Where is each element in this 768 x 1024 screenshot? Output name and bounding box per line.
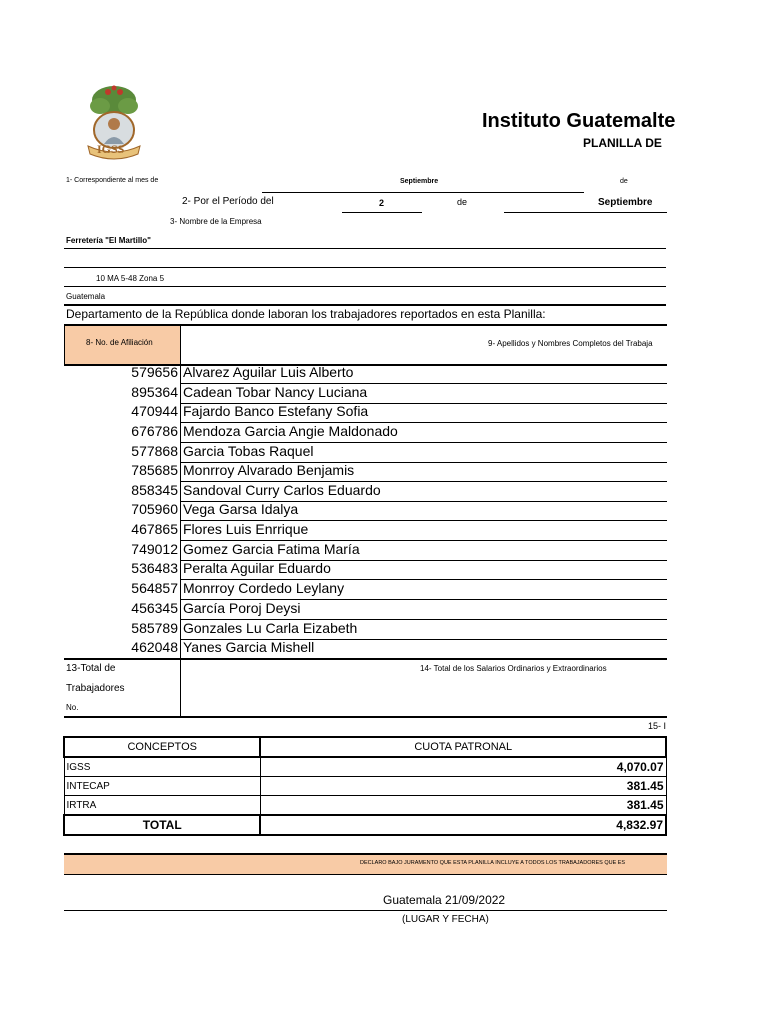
field2-month: Septiembre — [598, 197, 653, 208]
row-name: Gomez Garcia Fatima María — [183, 541, 360, 557]
row-num: 858345 — [131, 482, 178, 498]
field2-de: de — [457, 197, 468, 207]
rows-bottom-line — [64, 658, 667, 660]
row-num: 470944 — [131, 403, 178, 419]
total-label: TOTAL — [64, 815, 260, 835]
row-name: Flores Luis Enrrique — [183, 521, 309, 537]
row-num: 749012 — [131, 541, 178, 557]
row-num: 579656 — [131, 364, 178, 380]
concept-label: IRTRA — [64, 796, 260, 816]
row-num: 676786 — [131, 423, 178, 439]
place-date-line — [64, 910, 667, 911]
row-name: Sandoval Curry Carlos Eduardo — [183, 482, 381, 498]
row-name: Cadean Tobar Nancy Luciana — [183, 384, 368, 400]
row-num: 705960 — [131, 501, 178, 517]
field1-de: de — [620, 178, 628, 185]
row-num: 467865 — [131, 521, 178, 537]
igss-logo — [78, 78, 150, 164]
row-num: 564857 — [131, 580, 178, 596]
row-name: Garcia Tobas Raquel — [183, 443, 314, 459]
logo-text: IGSS — [97, 142, 125, 156]
address: 10 MA 5-48 Zona 5 — [96, 274, 165, 283]
concept-label: IGSS — [64, 757, 260, 777]
totals-bottom-line — [64, 716, 667, 718]
row-name: Mendoza Garcia Angie Maldonado — [183, 423, 398, 439]
company-name: Ferretería "El Martillo" — [66, 236, 151, 245]
blank-line — [64, 267, 666, 268]
field2-month-underline — [504, 212, 667, 213]
row-num: 577868 — [131, 443, 178, 459]
row-name: Gonzales Lu Carla Eizabeth — [183, 620, 358, 636]
row-name: Alvarez Aguilar Luis Alberto — [183, 364, 354, 380]
total-workers-label-2: Trabajadores — [66, 683, 125, 694]
field15-label: 15- I — [648, 721, 667, 731]
department-label: Departamento de la República donde laboran los trabajadores reportados en esta Planilla: — [66, 307, 546, 321]
total-salaries-label: 14- Total de los Salarios Ordinarios y Extraordinarios — [420, 664, 607, 673]
total-workers-label-1: 13-Total de — [66, 663, 116, 674]
cuota-patronal-header: CUOTA PATRONAL — [260, 737, 666, 757]
row-name: Fajardo Banco Estefany Sofia — [183, 403, 369, 419]
field1-underline — [262, 192, 584, 193]
city-line — [64, 304, 666, 306]
total-workers-label-3: No. — [66, 703, 79, 712]
row-num: 585789 — [131, 620, 178, 636]
row-name: Monrroy Alvarado Benjamis — [183, 462, 355, 478]
concept-value: 4,070.07 — [260, 757, 666, 777]
concept-value: 381.45 — [260, 796, 666, 816]
row-num: 456345 — [131, 600, 178, 616]
concept-value: 381.45 — [260, 777, 666, 796]
row-name: García Poroj Deysi — [183, 600, 301, 616]
conceptos-header: CONCEPTOS — [64, 737, 260, 757]
address-line — [64, 286, 666, 287]
field1-value: Septiembre — [400, 178, 439, 185]
form-subtitle: PLANILLA DE — [583, 136, 662, 150]
row-name: Peralta Aguilar Eduardo — [183, 560, 331, 576]
names-header: 9- Apellidos y Nombres Completos del Trabaja — [488, 339, 653, 348]
row-name: Monrroy Cordedo Leylany — [183, 580, 345, 596]
row-name: Yanes Garcia Mishell — [183, 639, 315, 655]
declaration-text: DECLARO BAJO JURAMENTO QUE ESTA PLANILLA INCLUYE A TODOS LOS TRABAJADORES QUE ES — [360, 860, 626, 866]
field1-label: 1- Correspondiente al mes de — [66, 177, 159, 184]
row-name: Vega Garsa Idalya — [183, 501, 299, 517]
total-value: 4,832.97 — [260, 815, 666, 835]
field2-label: 2- Por el Período del — [182, 196, 274, 207]
row-num: 895364 — [131, 384, 178, 400]
place-date-label: (LUGAR Y FECHA) — [402, 914, 489, 925]
concept-label: INTECAP — [64, 777, 260, 796]
row-num: 536483 — [131, 560, 178, 576]
institute-title: Instituto Guatemalte — [482, 110, 676, 132]
row-num: 462048 — [131, 639, 178, 655]
affiliation-header: 8- No. de Afiliación — [86, 338, 153, 347]
city: Guatemala — [66, 292, 106, 301]
field2-value: 2 — [379, 198, 385, 208]
field2-underline — [342, 212, 422, 213]
place-date: Guatemala 21/09/2022 — [383, 893, 506, 907]
company-line — [64, 248, 666, 249]
table-top-line — [64, 324, 667, 326]
cuota-table — [63, 736, 667, 836]
row-num: 785685 — [131, 462, 178, 478]
field3-label: 3- Nombre de la Empresa — [170, 217, 262, 226]
